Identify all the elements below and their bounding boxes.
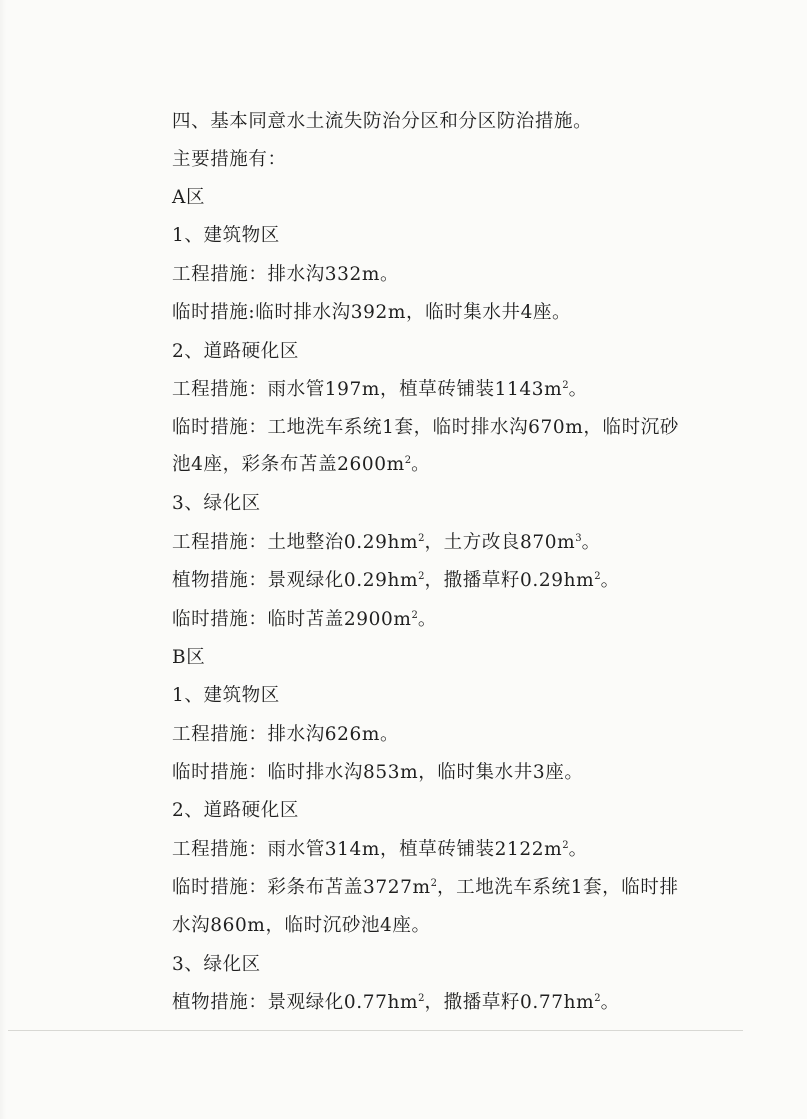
zone-b-building-engineering: 工程措施：排水沟626m。 (172, 724, 400, 745)
zone-a-building-engineering: 工程措施：排水沟332m。 (172, 264, 400, 285)
zone-b-road-temporary: 临时措施：彩条布苫盖$3727m^2$，工地洗车系统1套，临时排 (172, 877, 679, 898)
zone-a-building-temporary: 临时措施:临时排水沟392m，临时集水井4座。 (172, 302, 572, 323)
zone-a-road-temporary-cont: 池4座，彩条布苫盖$2600m^2$。 (172, 454, 431, 475)
zone-a-green-temporary: 临时措施：临时苫盖$2900m^2$。 (172, 609, 438, 630)
zone-a-green-planting: 植物措施：景观绿化$0.29hm^2$，撒播草籽$0.29hm^2$。 (172, 570, 620, 591)
zone-a-building-heading: 1、建筑物区 (172, 225, 280, 246)
zone-b-building-heading: 1、建筑物区 (172, 685, 280, 706)
zone-a-green-engineering: 工程措施：土地整治$0.29hm^2$，土方改良$870m^3$。 (172, 532, 601, 553)
zone-b-building-temporary: 临时措施：临时排水沟853m，临时集水井3座。 (172, 762, 584, 783)
zone-a-road-temporary: 临时措施：工地洗车系统1套，临时排水沟670m，临时沉砂 (172, 417, 679, 438)
zone-b-heading: B区 (172, 647, 206, 668)
zone-a-green-heading: 3、绿化区 (172, 493, 261, 514)
section-heading-4: 四、基本同意水土流失防治分区和分区防治措施。 (172, 111, 593, 132)
main-measures-heading: 主要措施有： (172, 149, 287, 170)
zone-a-road-heading: 2、道路硬化区 (172, 341, 299, 362)
zone-b-road-engineering: 工程措施：雨水管314m，植草砖铺装$2122m^2$。 (172, 839, 588, 860)
zone-b-green-heading: 3、绿化区 (172, 954, 261, 975)
zone-a-heading: A区 (172, 187, 206, 208)
zone-b-road-temporary-cont: 水沟860m，临时沉砂池4座。 (172, 915, 431, 936)
zone-b-road-heading: 2、道路硬化区 (172, 800, 299, 821)
zone-a-road-engineering: 工程措施：雨水管197m，植草砖铺装$1143m^2$。 (172, 379, 588, 400)
zone-b-green-planting: 植物措施：景观绿化$0.77hm^2$，撒播草籽$0.77hm^2$。 (172, 992, 620, 1013)
